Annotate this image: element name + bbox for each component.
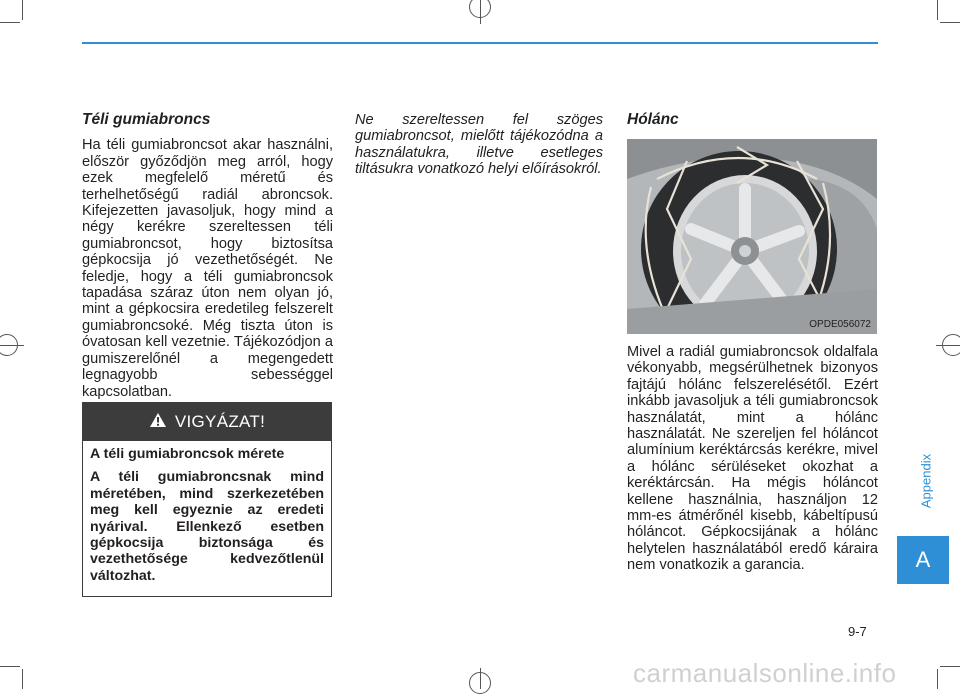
header-rule	[82, 42, 878, 44]
crop-mark	[940, 666, 960, 667]
registration-mark	[936, 345, 960, 346]
appendix-tab	[897, 536, 949, 584]
appendix-letter: A	[915, 547, 931, 572]
crop-mark	[22, 0, 23, 20]
winter-tire-section	[82, 112, 333, 400]
warning-text: A téli gumiabroncsnak mind méretében, mind szerkezetében meg kell egyeznie az eredeti nyárival. Ellenkező esetben gépkocsija biztonsága és vezethetősége kedvezőtlenül változhat.	[90, 469, 324, 584]
wheel-with-chain-illustration	[627, 139, 877, 334]
note-paragraph: Ne szereltessen fel szöges gumiabroncsot, mielőtt tájékozódna a használatukra, illetve esetleges tiltásukra vonatkozó helyi előírásokról.	[355, 112, 603, 178]
crop-mark	[937, 0, 938, 20]
body-paragraph: Mivel a radiál gumiabroncsok oldalfala vékonyabb, megsérülhetnek bizonyos fajtájú hólánc felszerelésétől. Ezért inkább javasoljuk a téli gumiabroncsok használatát, mint a hólánc használatát. Ne szereljen fel hóláncot alumínium keréktárcsás kerékre, mivel a hólánc sérüléseket okozhat a keréktárcsán. Ha mégis hóláncot kellene használnia, használjon 12 mm-es átmérőnél kisebb, kábeltípusú hóláncot. Gépkocsijának a hólánc helytelen használatából eredő káraira nem vonatkozik a garancia.	[627, 344, 878, 574]
registration-mark	[480, 0, 481, 24]
section-heading: Téli gumiabroncs	[82, 111, 211, 128]
crop-mark	[0, 22, 20, 23]
image-caption: OPDE056072	[809, 319, 871, 330]
registration-mark	[480, 668, 481, 689]
snow-chain-image	[627, 139, 877, 334]
studded-tire-note	[355, 112, 603, 178]
watermark: carmanualsonline.info	[633, 658, 897, 688]
snow-chain-section	[627, 344, 878, 574]
warning-header	[83, 403, 331, 441]
crop-mark	[22, 669, 23, 689]
body-paragraph: Ha téli gumiabroncsot akar használni, először győződjön meg arról, hogy ezek megfelelő méretű és terhelhetőségű radiál abroncsok. Kifejezetten javasoljuk, hogy mind a négy kerékre szereltessen téli gumiabroncsot, hogy biztosítsa gépkocsija jó vezethetőségét. Ne feledje, hogy a téli gumiabroncsok tapadása száraz úton nem olyan jó, mint a gépkocsira eredetileg felszerelt gumiabroncsoké. Még tiszta úton is óvatosan kell vezetnie. Tájékozódjon a gumiszerelőnél a megengedett legnagyobb sebességgel kapcsolatban.	[82, 137, 333, 400]
registration-mark	[0, 345, 24, 346]
warning-box	[82, 402, 332, 597]
section-heading: Hólánc	[627, 111, 679, 128]
warning-body	[83, 441, 331, 584]
warning-subtitle: A téli gumiabroncsok mérete	[90, 446, 285, 462]
page-number: 9-7	[848, 624, 867, 639]
snow-chain-heading-block	[627, 112, 878, 137]
warning-title: VIGYÁZAT!	[174, 412, 266, 431]
crop-mark	[0, 666, 20, 667]
crop-mark	[940, 22, 960, 23]
appendix-label: Appendix	[918, 453, 934, 509]
appendix-tab-label	[918, 440, 934, 522]
warning-triangle-icon	[149, 412, 167, 433]
crop-mark	[937, 669, 938, 689]
